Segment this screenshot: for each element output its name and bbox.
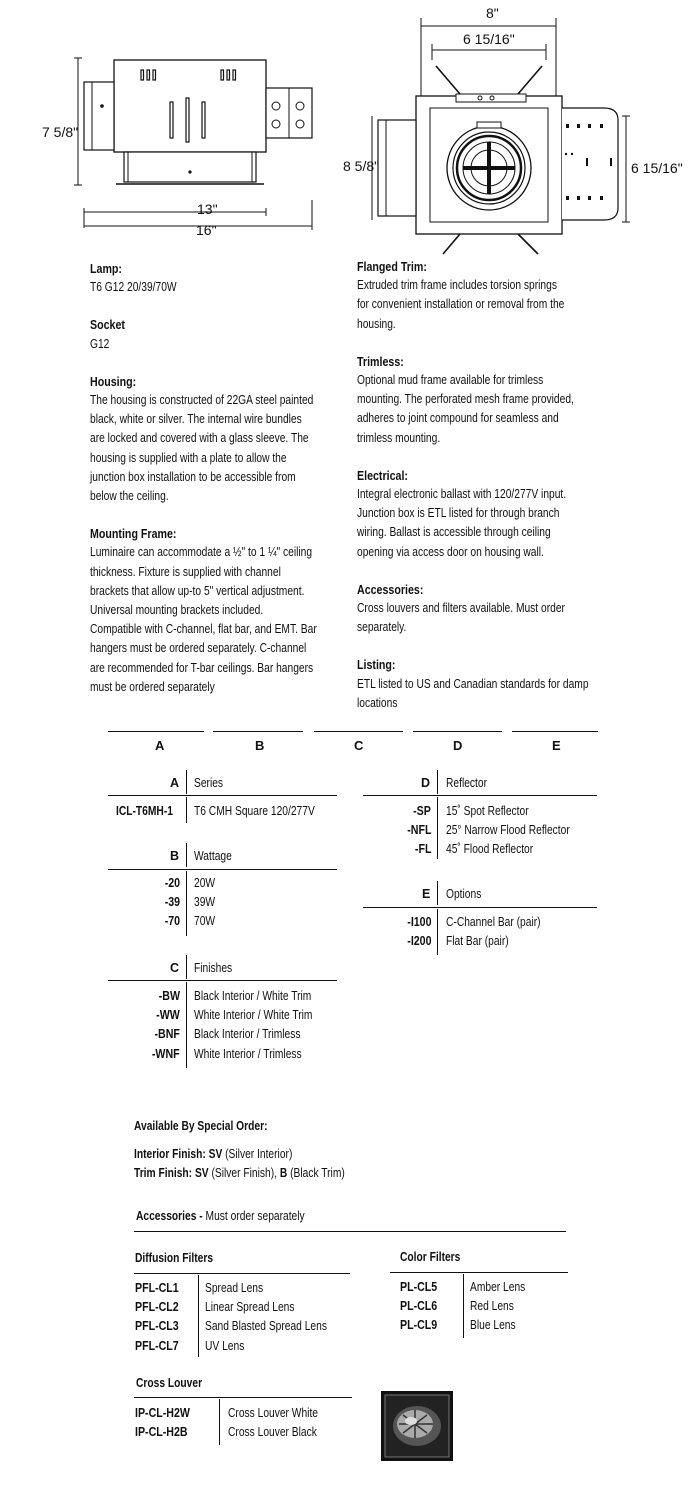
cross-louver-photo [381,1391,453,1461]
accessory-code: IP-CL-H2B [135,1425,188,1440]
spec-title: Electrical: [357,467,408,483]
spec-line: adheres to joint compound for seamless and [357,411,559,426]
accessory-desc: Linear Spread Lens [205,1300,295,1315]
option-desc: Black Interior / Trimless [194,1027,301,1042]
accessory-code: PL-CL5 [400,1280,438,1294]
dim-width-6-15-16: 6 15/16" [463,31,515,47]
accessory-code: IP-CL-H2W [135,1406,190,1420]
option-desc: 39W [194,895,216,910]
table-a-title: Series [194,776,224,790]
spec-line: The housing is constructed of 22GA steel painted [90,393,314,408]
spec-line: Cross louvers and filters available. Must order [357,601,565,616]
option-code: -NFL [406,823,431,838]
spec-line: ETL listed to US and Canadian standards for damp [357,676,589,691]
side-view-drawing [40,50,330,245]
option-code: -I200 [406,934,431,949]
spec-line: hangers must be ordered separately. C-channel [90,641,307,656]
option-code: -BW [158,989,180,1003]
spec-line: locations [357,695,398,710]
accessory-code: PFL-CL1 [135,1281,179,1295]
spec-title: Housing: [90,373,137,389]
option-code: -70 [164,914,180,929]
spec-column-left [90,259,360,697]
accessory-desc: Amber Lens [470,1280,526,1294]
accessory-desc: Red Lens [470,1299,514,1314]
spec-line: are recommended for T-bar ceilings. Bar hangers [90,660,314,675]
option-desc: Flat Bar (pair) [446,934,509,949]
louver-title: Cross Louver [136,1376,203,1390]
table-e-code: E [422,887,431,901]
spec-line: junction box installation to be accessible from [90,469,296,484]
trim-finish-line: Trim Finish: SV (Silver Finish), B (Black Trim) [134,1166,345,1180]
accessory-desc: Cross Louver White [228,1406,319,1420]
col-a: A [155,738,165,753]
col-b: B [255,738,265,753]
option-desc: 25° Narrow Flood Reflector [446,823,570,838]
spec-line: separately. [357,620,407,635]
accessory-code: PL-CL6 [400,1299,438,1314]
option-desc: 20W [194,876,216,890]
option-code: -WW [156,1008,180,1023]
accessory-code: PFL-CL7 [135,1338,179,1353]
option-code: -FL [414,842,431,857]
louver-table [0,1404,400,1442]
spec-line: below the ceiling. [90,489,169,504]
spec-line: T6 G12 20/39/70W [90,280,177,295]
option-desc: Black Interior / White Trim [194,989,312,1003]
spec-title: Accessories: [357,581,424,597]
spec-title: Mounting Frame: [90,526,177,542]
spec-line: must be ordered separately [90,679,215,694]
option-desc: White Interior / Trimless [194,1046,302,1061]
interior-finish-line: Interior Finish: SV (Silver Interior) [134,1147,293,1161]
accessory-desc: Spread Lens [205,1281,264,1295]
table-c-title: Finishes [194,961,233,975]
spec-title: Socket [90,317,125,333]
option-code: -WNF [152,1046,180,1061]
special-order [134,1117,345,1183]
accessory-desc: UV Lens [205,1338,245,1353]
diffusion-title: Diffusion Filters [135,1251,214,1265]
col-c: C [354,738,364,753]
spec-title: Listing: [357,657,396,673]
option-code: -BNF [154,1027,180,1042]
table-d-code: D [421,776,431,790]
table-e-title: Options [446,887,482,901]
col-e: E [552,738,561,753]
color-title: Color Filters [400,1250,461,1264]
color-table [0,1278,640,1336]
accessory-desc: Sand Blasted Spread Lens [205,1319,327,1334]
table-b-title: Wattage [194,849,232,863]
accessory-code: PL-CL9 [400,1318,438,1333]
accessories-header: Accessories - Must order separately [136,1209,305,1223]
dim-height-8-5-8: 8 5/8" [343,158,380,174]
spec-line: for convenient installation or removal from the [357,297,565,312]
spec-line: brackets that allow up-to 5" vertical adjustment. [90,583,305,598]
spec-line: trimless mounting. [357,430,441,445]
option-code: -I100 [406,915,431,929]
spec-line: Optional mud frame available for trimless [357,373,544,388]
spec-line: opening via access door on housing wall. [357,544,544,559]
option-desc: 15˚ Spot Reflector [446,804,529,818]
spec-title: Flanged Trim: [357,259,427,274]
option-desc: 45˚ Flood Reflector [446,842,534,857]
accessory-desc: Cross Louver Black [228,1425,317,1440]
spec-line: wiring. Ballast is accessible through ceiling [357,525,551,540]
accessory-desc: Blue Lens [470,1318,516,1333]
table-d-title: Reflector [446,776,488,790]
table-a-row-code: ICL-T6MH-1 [116,804,173,818]
spec-title: Trimless: [357,353,404,369]
spec-line: Compatible with C-channel, flat bar, and EMT. Bar [90,622,317,637]
option-code: -SP [413,804,431,818]
accessory-code: PFL-CL3 [135,1319,179,1334]
spec-line: Universal mounting brackets included. [90,603,264,618]
special-order-title: Available By Special Order: [134,1119,268,1133]
dim-width-8: 8" [486,5,499,21]
option-desc: C-Channel Bar (pair) [446,915,541,929]
dim-length-13: 13" [197,201,218,217]
spec-line: Integral electronic ballast with 120/277V input. [357,487,567,502]
option-code: -39 [164,895,180,910]
spec-line: housing. [357,316,396,331]
table-a-code: A [170,776,180,790]
spec-line: G12 [90,336,110,351]
spec-column-right [357,257,657,713]
option-code: -20 [164,876,180,890]
dim-height-left: 7 5/8" [42,124,79,140]
table-a-row-desc: T6 CMH Square 120/277V [194,804,315,818]
spec-line: Junction box is ETL listed for through branch [357,506,560,521]
spec-line: Luminaire can accommodate a ½" to 1 ¼" ceiling [90,545,313,560]
dim-height-6-15-16: 6 15/16" [631,160,683,176]
dim-length-16: 16" [196,222,217,238]
spec-line: thickness. Fixture is supplied with channel [90,564,281,579]
spec-line: black, white or silver. The internal wire bundles [90,412,302,427]
table-b-code: B [170,849,180,863]
option-desc: White Interior / White Trim [194,1008,313,1023]
spec-line: are locked and covered with a glass sleeve. The [90,431,309,446]
spec-line: mounting. The perforated mesh frame provided, [357,392,574,407]
option-desc: 70W [194,914,216,929]
accessory-code: PFL-CL2 [135,1300,179,1315]
col-d: D [453,738,463,753]
spec-line: housing is supplied with a plate to allow the [90,450,287,465]
spec-line: Extruded trim frame includes torsion springs [357,278,557,293]
spec-title: Lamp: [90,261,122,276]
table-c-code: C [170,961,180,975]
